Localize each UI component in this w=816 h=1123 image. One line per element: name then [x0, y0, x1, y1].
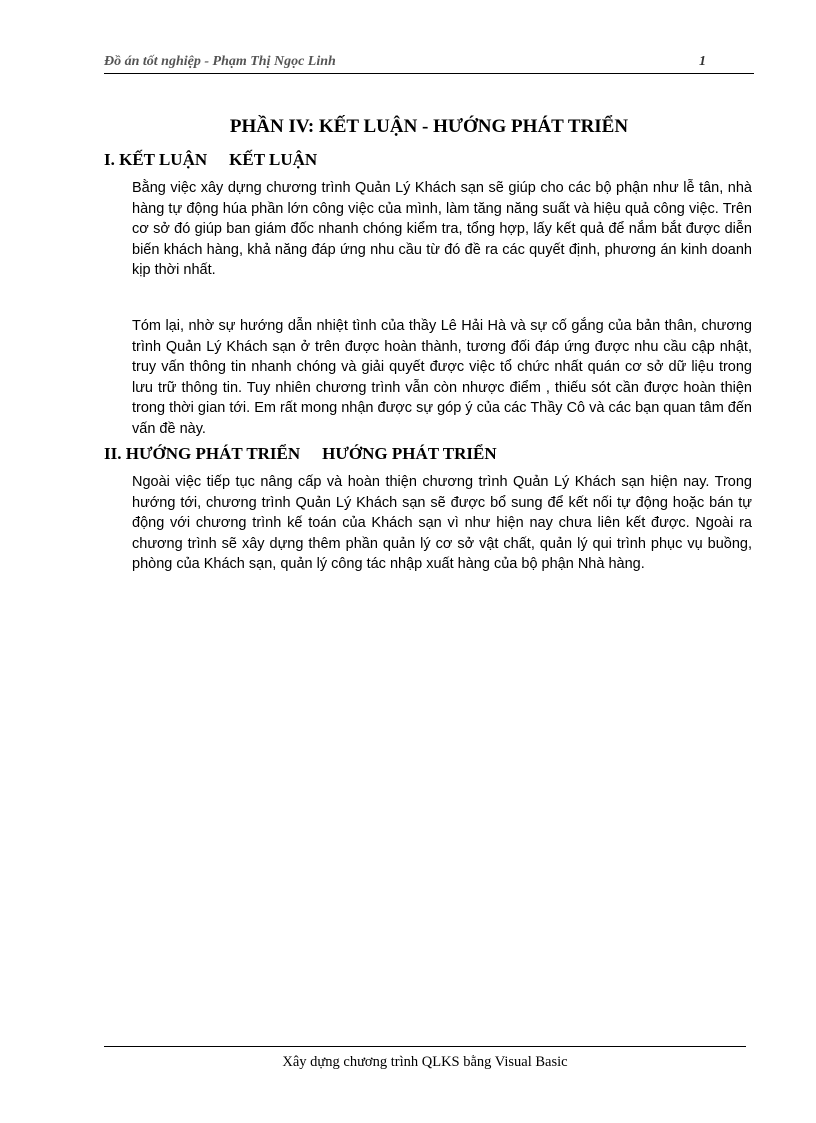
section-heading-repeat: KẾT LUẬN [229, 150, 318, 169]
footer-text: Xây dựng chương trình QLKS bằng Visual Basic [282, 1054, 568, 1070]
section-heading-development [104, 444, 497, 464]
part-heading: PHẦN IV: KẾT LUẬN - HƯỚNG PHÁT TRIỂN [229, 116, 629, 137]
section-heading-text: II. HƯỚNG PHÁT TRIỂN [104, 444, 301, 463]
page-number: 1 [699, 54, 706, 69]
header-title: Đồ án tốt nghiệp - Phạm Thị Ngọc Linh [104, 54, 336, 69]
section-heading-conclusion [104, 150, 317, 170]
section-heading-text: I. KẾT LUẬN [104, 150, 208, 169]
page-header [104, 54, 754, 74]
paragraph-conclusion-2: Tóm lại, nhờ sự hướng dẫn nhiệt tình của thầy Lê Hải Hà và sự cố gắng của bản thân, chương trình Quản Lý Khách sạn ở trên được hoàn thành, tương đối đáp ứng được nhu cầu cập nhật, truy vấn thông tin nhanh chóng và giải quyết được việc tổ chức nhất quán cơ sở dữ liệu trong lưu trữ thông tin. Tuy nhiên chương trình vẫn còn nhược điểm , thiếu sót cần được hoàn thiện trong thời gian tới. Em rất mong nhận được sự góp ý của các Thầy Cô và các bạn quan tâm đến vấn đề này. [132, 318, 752, 437]
footer-divider [104, 1046, 746, 1047]
section-heading-repeat: HƯỚNG PHÁT TRIỂN [322, 444, 497, 463]
paragraph-development-1: Ngoài việc tiếp tục nâng cấp và hoàn thiện chương trình Quản Lý Khách sạn hiện nay. Trong hướng tới, chương trình Quản Lý Khách sạn sẽ được bổ sung để kết nối tự động hoặc bán tự động với chương trình kế toán của Khách sạn vì như hiện nay chưa liên kết được. Ngoài ra chương trình sẽ xây dựng thêm phần quản lý cơ sở vật chất, quản lý qui trình phục vụ buồng, phòng của Khách sạn, quản lý công tác nhập xuất hàng của bộ phận Nhà hàng. [132, 474, 752, 572]
paragraph-conclusion-1: Bằng việc xây dựng chương trình Quản Lý Khách sạn sẽ giúp cho các bộ phận như lễ tân, nhà hàng tự động húa phần lớn công việc của mình, làm tăng năng suất và hiệu quả công việc. Trên cơ sở đó giúp ban giám đốc nhanh chóng kiểm tra, tổng hợp, lấy kết quả để nắm bắt được diễn biến khách hàng, khả năng đáp ứng nhu cầu từ đó đề ra các quyết định, phương án kinh doanh kịp thời nhất. [132, 180, 752, 278]
